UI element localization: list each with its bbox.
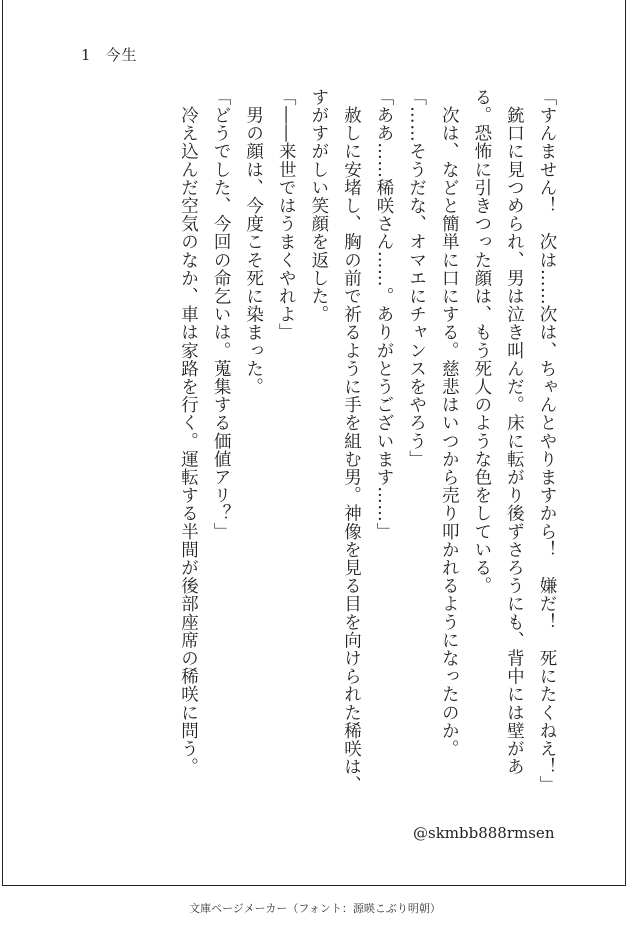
footer-credit: 文庫ページメーカー（フォント：源暎こぶり明朝）	[189, 902, 441, 915]
author-handle: @skmbb888rmsen	[413, 824, 555, 842]
paragraph: 「すんません！ 次は……次は、ちゃんとやりますから！ 嫌だ！ 死にたくねえ！」	[537, 88, 557, 794]
book-page	[2, 0, 626, 886]
paragraph: 「ああ……稀咲さん……。ありがとうございます……」	[374, 88, 395, 541]
paragraph: 男の顔は、今度こそ死に染まった。	[243, 88, 264, 396]
chapter-title: 今生	[105, 46, 138, 64]
paragraph: 次は、などと簡単に口にする。慈悲はいつから売り叩かれるようになったのか。	[439, 88, 460, 758]
paragraph: 赦しに安堵し、胸の前で祈るように手を組む男。神像を見る目を向けられた稀咲は、すがすがしい笑顔を返した。	[308, 88, 362, 794]
paragraph: 「……そうだな、オマエにチャンスをやろう」	[406, 88, 427, 469]
paragraph: 銃口に見つめられ、男は泣き叫んだ。床に転がり後ずさろうにも、背中には壁がある。恐怖に引きつった顔は、もう死人のような色をしている。	[471, 88, 525, 776]
paragraph: 「――来世ではうまくやれよ」	[276, 88, 297, 342]
chapter-number: 1	[81, 46, 92, 64]
paragraph: 「どうでした、今回の命乞いは。蒐集する価値アリ？」	[211, 88, 232, 541]
vertical-body-text	[83, 88, 563, 808]
paragraph: 冷え込んだ空気のなか、車は家路を行く。運転する半間が後部座席の稀咲に問う。	[178, 88, 199, 776]
chapter-heading	[81, 44, 138, 65]
